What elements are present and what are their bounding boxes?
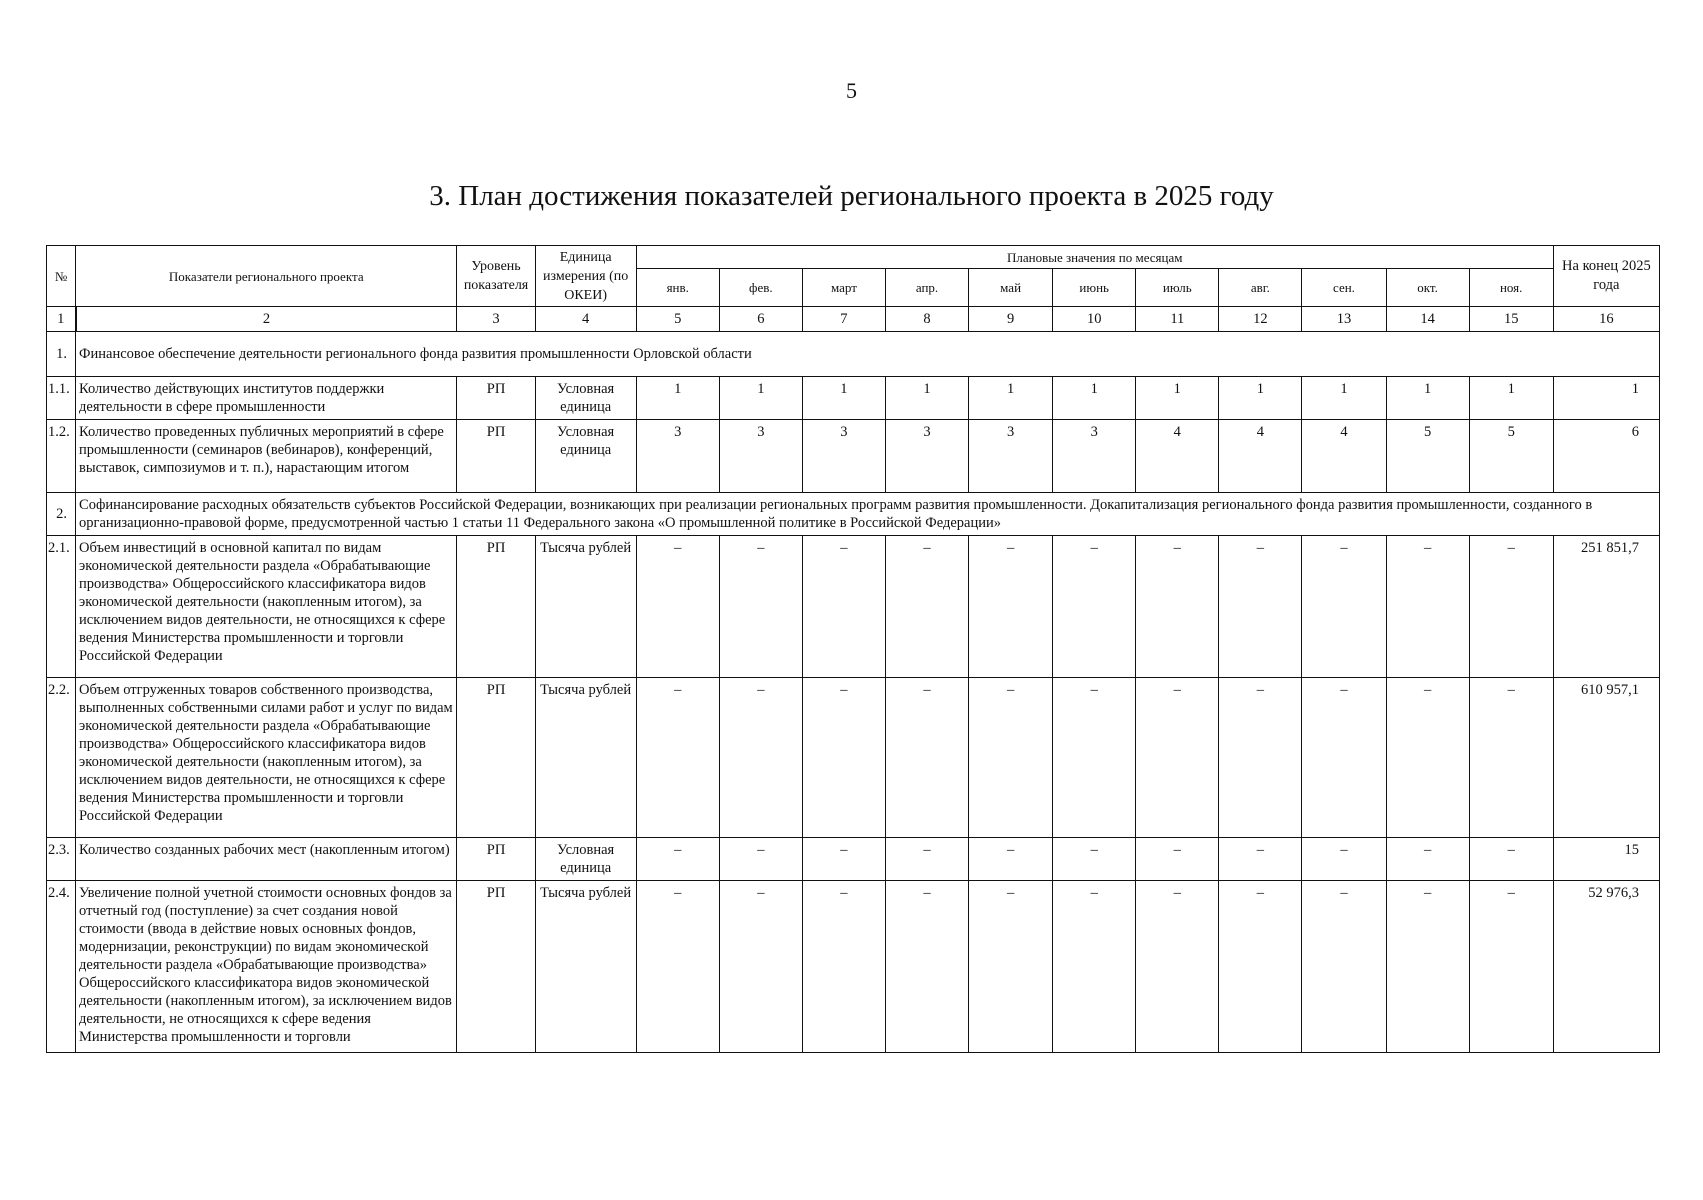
column-number: 15 (1469, 307, 1553, 332)
year-end-value: 1 (1553, 377, 1659, 420)
monthly-value: – (1053, 838, 1136, 881)
year-end-value: 6 (1553, 420, 1659, 493)
monthly-value: – (802, 536, 885, 678)
indicator-level: РП (457, 420, 535, 493)
monthly-value: – (1136, 536, 1219, 678)
monthly-value: – (802, 838, 885, 881)
monthly-value: 3 (1053, 420, 1136, 493)
section-title: Финансовое обеспечение деятельности регионального фонда развития промышленности Орловской области (76, 332, 1660, 377)
year-end-value: 251 851,7 (1553, 536, 1659, 678)
header-end-of-year: На конец 2025 года (1553, 246, 1659, 307)
monthly-value: – (1219, 536, 1302, 678)
monthly-value: 5 (1386, 420, 1469, 493)
monthly-value: – (969, 678, 1053, 838)
monthly-value: – (969, 536, 1053, 678)
month-header: март (802, 269, 885, 307)
header-no: № (47, 246, 76, 307)
monthly-value: 1 (1136, 377, 1219, 420)
indicator-number: 1.2. (47, 420, 76, 493)
column-number: 2 (76, 307, 457, 332)
monthly-value: 1 (636, 377, 719, 420)
month-header: сен. (1302, 269, 1386, 307)
monthly-value: – (1386, 881, 1469, 1053)
monthly-value: – (969, 838, 1053, 881)
monthly-value: – (1053, 678, 1136, 838)
monthly-value: 1 (1053, 377, 1136, 420)
column-number: 16 (1553, 307, 1659, 332)
column-number-row (47, 307, 1660, 332)
section-number: 1. (47, 332, 76, 377)
monthly-value: 3 (802, 420, 885, 493)
monthly-value: – (719, 838, 802, 881)
monthly-value: – (1386, 838, 1469, 881)
monthly-value: 4 (1219, 420, 1302, 493)
column-number: 13 (1302, 307, 1386, 332)
monthly-value: – (885, 678, 968, 838)
monthly-value: – (1469, 678, 1553, 838)
plan-table-body (47, 246, 1660, 1053)
indicator-name: Объем отгруженных товаров собственного производства, выполненных собственными силами работ и услуг по видам экономической деятельности раздела «Обрабатывающие производства» Общероссийского классификатора видов экономической деятельности (накопленным итогом), за исключением видов деятельности, не относящихся к сфере ведения Министерства промышленности и торговли Российской Федерации (76, 678, 457, 838)
indicator-unit: Тысяча рублей (535, 881, 636, 1053)
month-header: апр. (885, 269, 968, 307)
monthly-value: – (1302, 881, 1386, 1053)
monthly-value: – (885, 536, 968, 678)
monthly-value: 3 (969, 420, 1053, 493)
monthly-value: 1 (885, 377, 968, 420)
header-unit: Единица измерения (по ОКЕИ) (535, 246, 636, 307)
monthly-value: – (885, 838, 968, 881)
indicator-unit: Тысяча рублей (535, 678, 636, 838)
section-title: Софинансирование расходных обязательств субъектов Российской Федерации, возникающих при реализации региональных программ развития промышленности. Докапитализация регионального фонда развития промышленности, созданного в организационно-правовой форме, предусмотренной частью 1 статьи 11 Федерального закона «О промышленной политике в Российской Федерации» (76, 493, 1660, 536)
column-number: 14 (1386, 307, 1469, 332)
page-number: 5 (846, 78, 857, 103)
monthly-value: – (1302, 536, 1386, 678)
month-header: окт. (1386, 269, 1469, 307)
monthly-value: – (1136, 881, 1219, 1053)
monthly-value: – (1053, 881, 1136, 1053)
column-number: 10 (1053, 307, 1136, 332)
monthly-value: – (1219, 881, 1302, 1053)
section-row (47, 493, 1660, 536)
year-end-value: 610 957,1 (1553, 678, 1659, 838)
column-number: 7 (802, 307, 885, 332)
column-number: 3 (457, 307, 535, 332)
monthly-value: – (1469, 536, 1553, 678)
monthly-value: 1 (719, 377, 802, 420)
indicator-name: Количество созданных рабочих мест (накопленным итогом) (76, 838, 457, 881)
monthly-value: 3 (636, 420, 719, 493)
column-number: 11 (1136, 307, 1219, 332)
monthly-value: 4 (1302, 420, 1386, 493)
monthly-value: – (636, 881, 719, 1053)
monthly-value: – (1386, 678, 1469, 838)
indicator-unit: Тысяча рублей (535, 536, 636, 678)
column-number: 12 (1219, 307, 1302, 332)
monthly-value: – (1136, 838, 1219, 881)
monthly-value: – (719, 881, 802, 1053)
monthly-value: 1 (1302, 377, 1386, 420)
monthly-value: – (969, 881, 1053, 1053)
monthly-value: – (1469, 838, 1553, 881)
monthly-value: 1 (1386, 377, 1469, 420)
indicator-number: 2.3. (47, 838, 76, 881)
indicator-number: 1.1. (47, 377, 76, 420)
indicator-name: Объем инвестиций в основной капитал по видам экономической деятельности раздела «Обрабатывающие производства» Общероссийского классификатора видов экономической деятельности (накопленным итогом), за исключением видов деятельности, не относящихся к сфере ведения Министерства промышленности и торговли Российской Федерации (76, 536, 457, 678)
monthly-value: 3 (719, 420, 802, 493)
header-indicators: Показатели регионального проекта (76, 246, 457, 307)
plan-table (46, 245, 1660, 1053)
header-row (47, 246, 1660, 269)
month-header: фев. (719, 269, 802, 307)
monthly-value: – (802, 881, 885, 1053)
monthly-value: – (885, 881, 968, 1053)
monthly-value: – (802, 678, 885, 838)
page-title: 3. План достижения показателей регионального проекта в 2025 году (429, 180, 1274, 212)
monthly-value: – (636, 838, 719, 881)
month-header: июнь (1053, 269, 1136, 307)
indicator-level: РП (457, 881, 535, 1053)
monthly-value: 1 (1219, 377, 1302, 420)
monthly-value: 5 (1469, 420, 1553, 493)
monthly-value: – (1469, 881, 1553, 1053)
year-end-value: 52 976,3 (1553, 881, 1659, 1053)
indicator-row (47, 420, 1660, 493)
monthly-value: – (1136, 678, 1219, 838)
monthly-value: – (719, 678, 802, 838)
month-header: май (969, 269, 1053, 307)
indicator-row (47, 881, 1660, 1053)
monthly-value: – (1219, 678, 1302, 838)
section-number: 2. (47, 493, 76, 536)
monthly-value: – (636, 678, 719, 838)
month-header: янв. (636, 269, 719, 307)
indicator-row (47, 678, 1660, 838)
indicator-number: 2.2. (47, 678, 76, 838)
indicator-row (47, 377, 1660, 420)
month-header: авг. (1219, 269, 1302, 307)
indicator-level: РП (457, 536, 535, 678)
column-number: 9 (969, 307, 1053, 332)
indicator-number: 2.4. (47, 881, 76, 1053)
header-level: Уровень показателя (457, 246, 535, 307)
column-number: 6 (719, 307, 802, 332)
monthly-value: – (1302, 678, 1386, 838)
column-number: 4 (535, 307, 636, 332)
monthly-value: 3 (885, 420, 968, 493)
month-header: ноя. (1469, 269, 1553, 307)
monthly-value: 1 (1469, 377, 1553, 420)
indicator-row (47, 536, 1660, 678)
column-number: 1 (47, 307, 76, 332)
monthly-value: – (1302, 838, 1386, 881)
indicator-unit: Условная единица (535, 420, 636, 493)
year-end-value: 15 (1553, 838, 1659, 881)
indicator-level: РП (457, 838, 535, 881)
indicator-name: Количество проведенных публичных мероприятий в сфере промышленности (семинаров (вебинаров), конференций, выставок, симпозиумов и т. п.), нарастающим итогом (76, 420, 457, 493)
monthly-value: – (1219, 838, 1302, 881)
indicator-level: РП (457, 377, 535, 420)
indicator-level: РП (457, 678, 535, 838)
month-header: июль (1136, 269, 1219, 307)
monthly-value: 4 (1136, 420, 1219, 493)
monthly-value: 1 (802, 377, 885, 420)
monthly-value: – (636, 536, 719, 678)
indicator-row (47, 838, 1660, 881)
monthly-value: – (719, 536, 802, 678)
section-row (47, 332, 1660, 377)
indicator-unit: Условная единица (535, 377, 636, 420)
indicator-number: 2.1. (47, 536, 76, 678)
indicator-unit: Условная единица (535, 838, 636, 881)
indicator-name: Количество действующих институтов поддержки деятельности в сфере промышленности (76, 377, 457, 420)
monthly-value: – (1386, 536, 1469, 678)
monthly-value: 1 (969, 377, 1053, 420)
column-number: 5 (636, 307, 719, 332)
indicator-name: Увеличение полной учетной стоимости основных фондов за отчетный год (поступление) за счет создания новой стоимости (ввода в действие новых основных фондов, модернизации, реконструкции) по видам экономической деятельности раздела «Обрабатывающие производства» Общероссийского классификатора видов экономической деятельности (накопленным итогом), за исключением видов деятельности, не относящихся к сфере ведения Министерства промышленности и торговли (76, 881, 457, 1053)
monthly-value: – (1053, 536, 1136, 678)
column-number: 8 (885, 307, 968, 332)
header-planned: Плановые значения по месяцам (636, 246, 1553, 269)
